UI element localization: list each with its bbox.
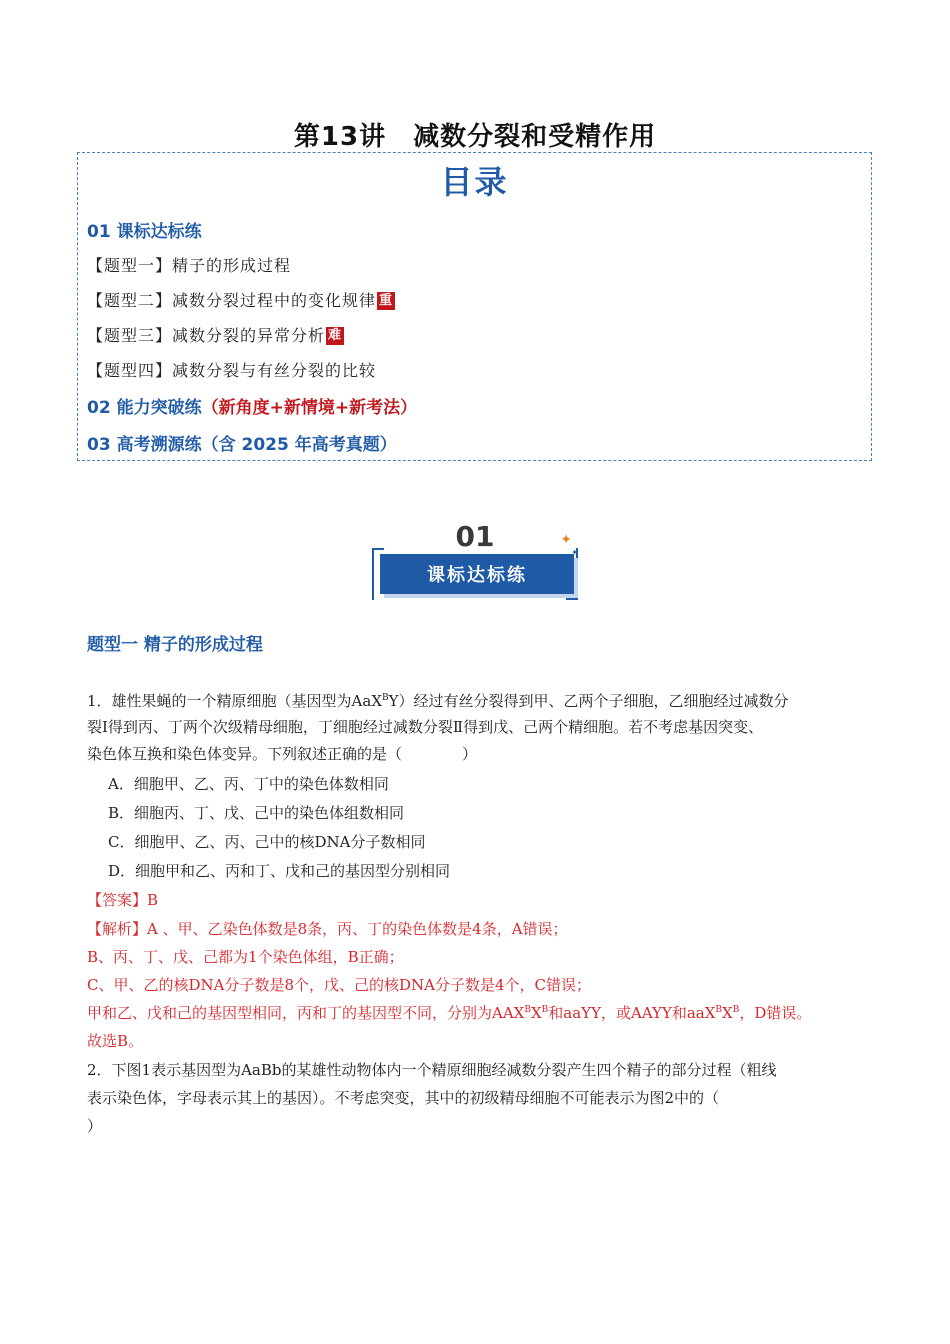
difficult-badge: 难 [328,328,343,343]
option-d: D．细胞甲和乙、丙和丁、戊和己的基因型分别相同 [108,862,451,880]
toc-type-4[interactable]: 【题型四】减数分裂与有丝分裂的比较 [87,361,377,380]
key-point-badge: 重 [379,293,394,308]
question-2-line-2: 表示染色体，字母表示其上的基因）。不考虑突变，其中的初级精母细胞不可能表示为图2中的（ [87,1089,720,1107]
sparkle-icon: ✦ [560,532,572,548]
conclusion: 故选B。 [87,1032,144,1050]
toc-type-1[interactable]: 【题型一】精子的形成过程 [87,256,292,275]
question-1-line-1: 1．雄性果蝇的一个精原细胞（基因型为AaX$^B$Y）经过有丝分裂得到甲、乙两个子细胞，乙细胞经过减数分 [87,692,789,710]
section-heading: 题型一 精子的形成过程 [87,635,263,655]
analysis-line: 【解析】A 、甲、乙染色体数是8条，丙、丁的染色体数是4条，A错误； [87,920,568,938]
analysis-line: C、甲、乙的核DNA分子数是8个，戊、己的核DNA分子数是4个，C错误； [87,976,592,994]
option-a: A．细胞甲、乙、丙、丁中的染色体数相同 [108,775,389,793]
option-c: C．细胞甲、乙、丙、己中的核DNA分子数相同 [108,833,426,851]
sparkle-icon: ✦ [571,548,578,557]
section-banner [370,518,580,598]
analysis-line: 甲和乙、戊和己的基因型相同，丙和丁的基因型不同，分别为$AAX^BX^B$和aaYY，或AAYY和$aaX^BX^B$，D错误。 [87,1004,812,1022]
banner-box [380,554,574,594]
toc-section-1[interactable]: 01 课标达标练 [87,222,202,242]
question-2-line-1: 2．下图1表示基因型为AaBb的某雄性动物体内一个精原细胞经减数分裂产生四个精子的部分过程（粗线 [87,1061,777,1079]
banner-number: 01 [455,520,495,553]
toc-section-3[interactable]: 03 高考溯源练（含 2025 年高考真题） [87,435,397,455]
option-b: B．细胞丙、丁、戊、己中的染色体组数相同 [108,804,405,822]
toc-type-3[interactable]: 【题型三】减数分裂的异常分析 难 [87,326,343,345]
question-1-line-3: 染色体互换和染色体变异。下列叙述正确的是（ ） [87,745,478,763]
banner-label: 课标达标练 [427,565,527,586]
analysis-line: B、丙、丁、戊、己都为1个染色体组，B正确； [87,948,404,966]
page-title: 第13讲 减数分裂和受精作用 [293,122,657,152]
question-2-line-3: ） [87,1117,103,1135]
toc-heading: 目录 [440,163,509,201]
question-1-line-2: 裂Ⅰ得到丙、丁两个次级精母细胞，丁细胞经过减数分裂Ⅱ得到戊、己两个精细胞。若不考虑基因突变、 [87,718,764,736]
toc-section-2[interactable]: 02 能力突破练（新角度+新情境+新考法） [87,398,418,418]
table-of-contents [77,152,872,461]
answer: 【答案】B [87,891,159,909]
toc-type-2[interactable]: 【题型二】减数分裂过程中的变化规律 重 [87,291,394,310]
